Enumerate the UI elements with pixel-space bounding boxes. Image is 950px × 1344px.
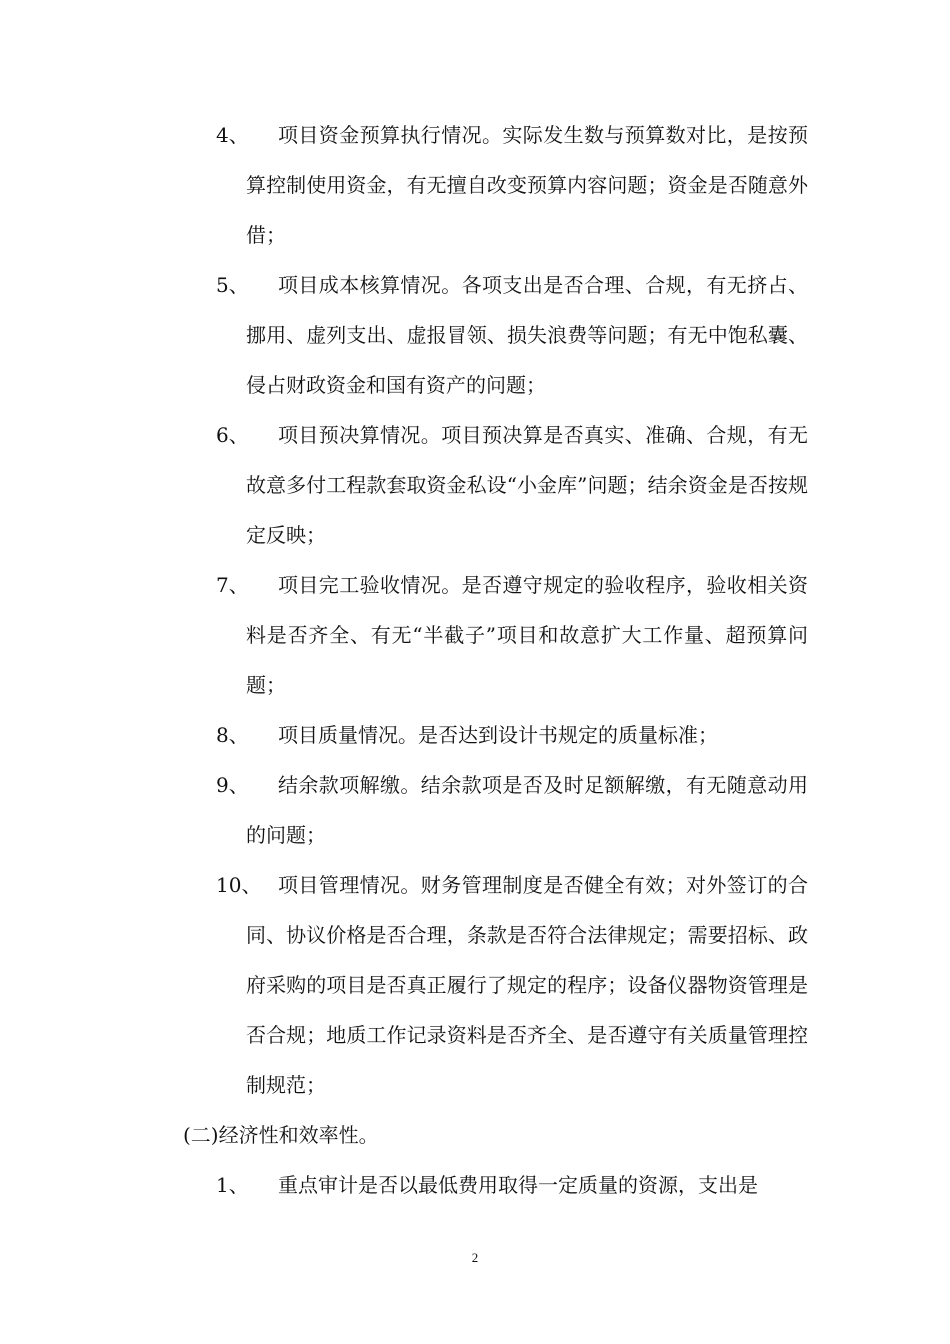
- list-item-number: 9、: [216, 773, 249, 797]
- list-item-number: 10、: [216, 873, 262, 897]
- list-item-number: 4、: [216, 123, 249, 147]
- list-item-text: 项目预决算情况。项目预决算是否真实、准确、合规，有无故意多付工程款套取资金私设“小金库”问题；结余资金是否按规定反映；: [246, 423, 808, 547]
- list-item-text: 重点审计是否以最低费用取得一定质量的资源，支出是: [278, 1173, 758, 1197]
- list-item-text: 项目资金预算执行情况。实际发生数与预算数对比，是按预算控制使用资金，有无擅自改变预算内容问题；资金是否随意外借；: [246, 123, 808, 247]
- list-item-number: 7、: [216, 573, 249, 597]
- section-heading: (二)经济性和效率性。: [183, 1123, 379, 1147]
- list-item-number: 8、: [216, 723, 249, 747]
- list-item-text: 项目质量情况。是否达到设计书规定的质量标准；: [278, 723, 718, 747]
- list-item-text: 项目完工验收情况。是否遵守规定的验收程序，验收相关资料是否齐全、有无“半截子”项目和故意扩大工作量、超预算问题；: [246, 573, 808, 697]
- list-item-number: 5、: [216, 273, 249, 297]
- list-item-text: 项目管理情况。财务管理制度是否健全有效；对外签订的合同、协议价格是否合理，条款是否符合法律规定；需要招标、政府采购的项目是否真正履行了规定的程序；设备仪器物资管理是否合规；地质工作记录资料是否齐全、是否遵守有关质量管理控制规范；: [246, 873, 808, 1097]
- list-item-text: 结余款项解缴。结余款项是否及时足额解缴，有无随意动用的问题；: [246, 773, 808, 847]
- list-item-number: 6、: [216, 423, 249, 447]
- list-item-text: 项目成本核算情况。各项支出是否合理、合规，有无挤占、挪用、虚列支出、虚报冒领、损失浪费等问题；有无中饱私囊、侵占财政资金和国有资产的问题；: [246, 273, 808, 397]
- page-number: 2: [471, 1250, 479, 1265]
- list-item-number: 1、: [216, 1173, 249, 1197]
